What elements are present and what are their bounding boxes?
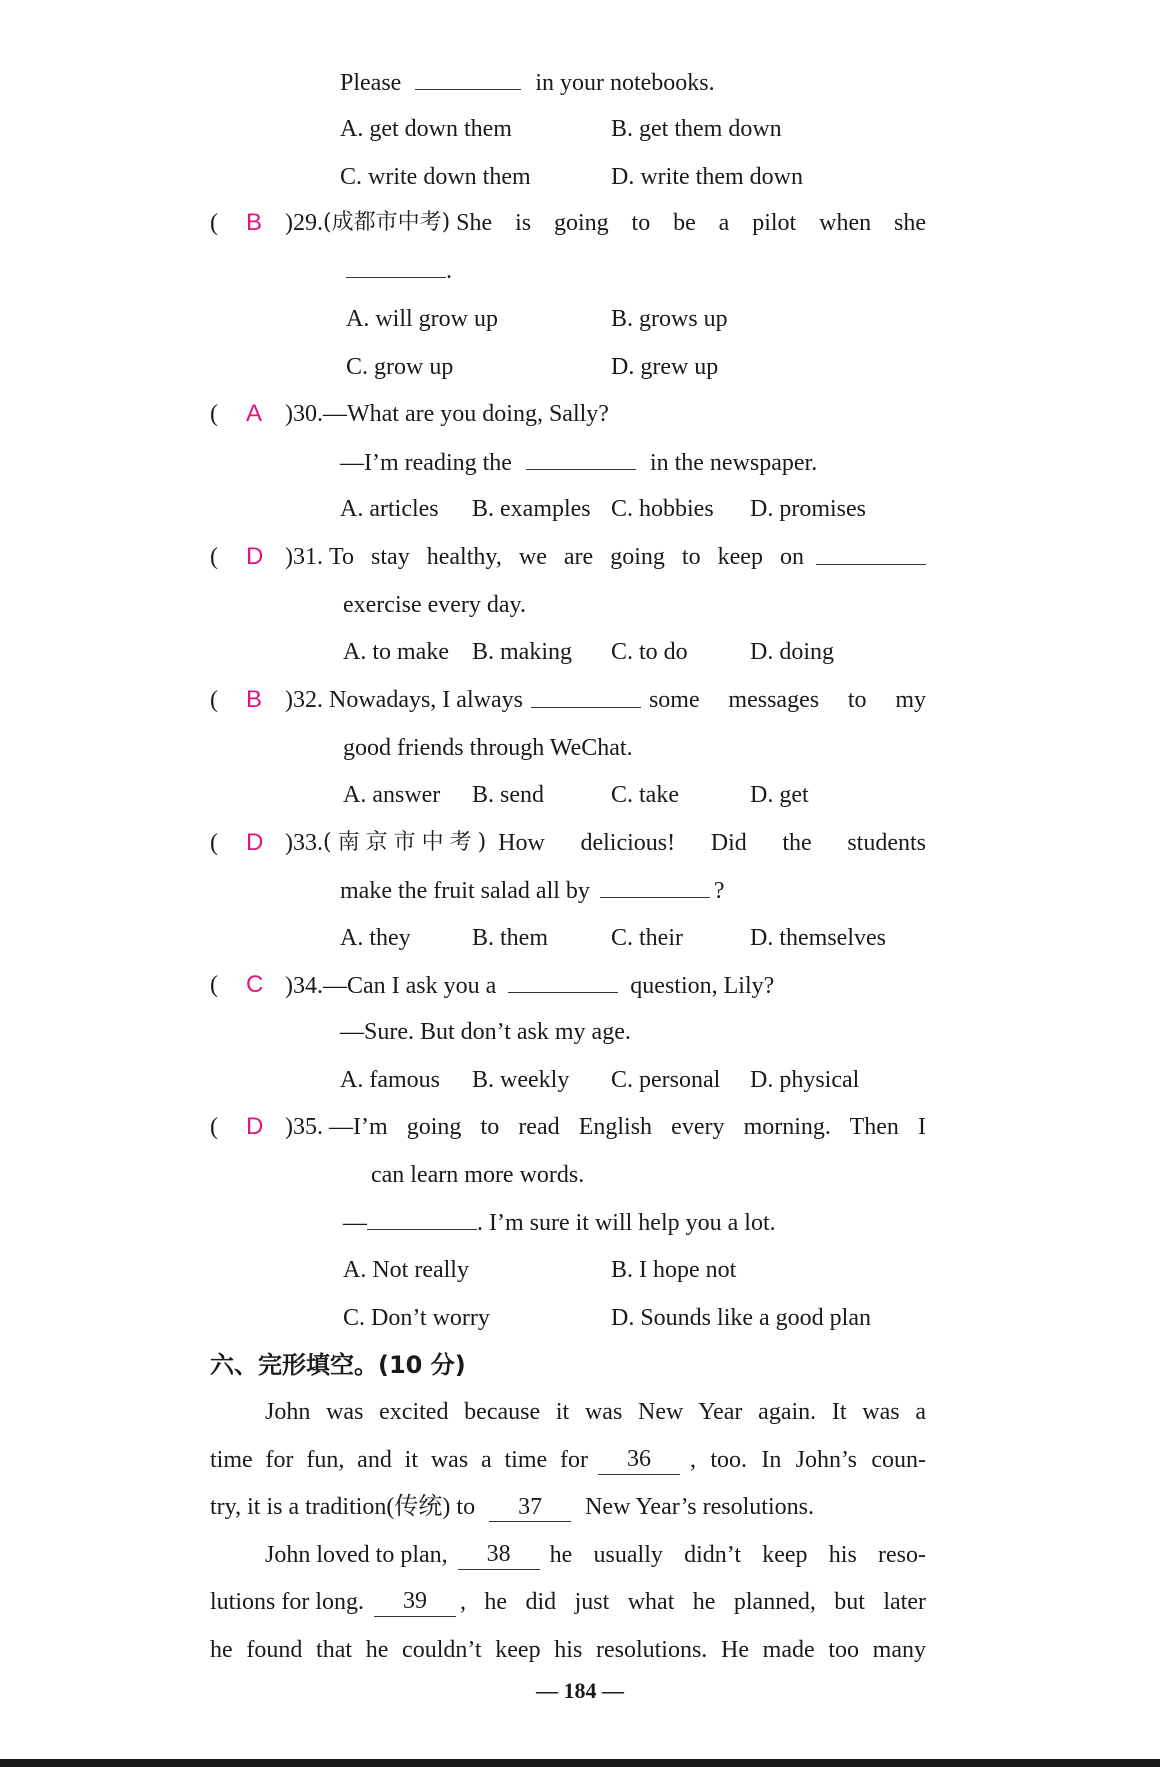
q34-stem: )34.—Can I ask you a question, Lily? [285,970,774,1001]
q30-answer-bracket: ( A [210,400,263,427]
q34-option-b: B. weekly [472,1067,570,1093]
q28-option-a: A. get down them [340,116,512,142]
blank-39: 39 [374,1587,456,1617]
q31-stem-continued: exercise every day. [343,592,526,618]
q29-stem: )29. (成都市中考) She is going to be a pilot when she [285,210,926,236]
q33-answer-bracket: ( D [210,829,264,856]
q31-blank [816,542,926,565]
q30-option-c: C. hobbies [611,496,714,522]
q34-answer-bracket: ( C [210,971,264,998]
q34-blank [508,970,618,993]
q35-stem-continued: can learn more words. [371,1162,585,1188]
q28-option-b: B. get them down [611,116,782,142]
q28-option-c: C. write down them [340,164,531,190]
q33-stem: )33. (南京市中考) How delicious! Did the students [285,830,926,856]
q30-blank [526,447,636,470]
q33-blank [600,875,710,898]
q30-answer: A [246,400,263,427]
page-number: — 184 — [536,1678,624,1703]
q29-answer: B [246,209,263,236]
q30-stem-reply: —I’m reading the in the newspaper. [340,447,817,478]
q30-stem: )30.—What are you doing, Sally? [285,401,609,427]
q35-answer: D [246,1113,264,1140]
q35-option-d: D. Sounds like a good plan [611,1305,871,1331]
q34-option-d: D. physical [750,1067,860,1093]
q29-answer-bracket: ( B [210,209,263,236]
q33-option-b: B. them [472,925,548,951]
q32-blank [531,685,641,708]
q31-stem: )31. To stay healthy, we are going to keep on [285,542,926,572]
passage-line-3: try, it is a tradition(传统) to 37 New Year’s resolutions. [210,1494,814,1520]
q32-option-b: B. send [472,782,544,808]
q30-option-a: A. articles [340,496,439,522]
q30-option-d: D. promises [750,496,866,522]
blank-36: 36 [598,1445,680,1475]
section-heading: 六、完形填空。(10 分) [210,1351,466,1379]
q34-option-a: A. famous [340,1067,440,1093]
q32-option-c: C. take [611,782,679,808]
passage-line-2: time for fun, and it was a time for 36 , too. In John’s coun- [210,1446,926,1473]
q28-option-d: D. write them down [611,164,803,190]
q28-stem: Please in your notebooks. [340,67,715,98]
q29-stem-continued: . [346,255,452,286]
q31-answer-bracket: ( D [210,543,264,570]
passage-line-4: John loved to plan, 38 he usually didn’t keep his reso- [265,1541,926,1568]
q34-option-c: C. personal [611,1067,721,1093]
q32-answer-bracket: ( B [210,686,263,713]
q29-option-a: A. will grow up [346,306,498,332]
q35-blank [367,1207,477,1230]
q32-answer: B [246,686,263,713]
q35-stem-reply: — . I’m sure it will help you a lot. [343,1207,776,1238]
q35-option-b: B. I hope not [611,1257,737,1283]
q31-answer: D [246,543,264,570]
q33-option-d: D. themselves [750,925,886,951]
q33-option-a: A. they [340,925,411,951]
q31-option-d: D. doing [750,639,834,665]
passage-line-5: lutions for long. 39 , he did just what he planned, but later [210,1588,926,1615]
q32-stem-continued: good friends through WeChat. [343,735,633,761]
q29-option-d: D. grew up [611,354,719,380]
q35-option-c: C. Don’t worry [343,1305,490,1331]
blank-38: 38 [458,1540,540,1570]
q31-option-a: A. to make [343,639,449,665]
passage-line-6: he found that he couldn’t keep his resolutions. He made too many [210,1637,926,1663]
q34-stem-reply: —Sure. But don’t ask my age. [340,1019,631,1045]
q32-stem: )32. Nowadays, I always some messages to my [285,687,926,713]
blank-37: 37 [489,1493,571,1522]
q35-stem: )35. —I’m going to read English every morning. Then I [285,1114,926,1140]
q30-option-b: B. examples [472,496,591,522]
q32-option-a: A. answer [343,782,441,808]
bottom-bar [0,1759,1160,1767]
q31-option-c: C. to do [611,639,688,665]
q29-option-c: C. grow up [346,354,454,380]
q28-blank [415,67,521,90]
q35-answer-bracket: ( D [210,1113,264,1140]
q33-answer: D [246,829,264,856]
q31-option-b: B. making [472,639,572,665]
q29-option-b: B. grows up [611,306,728,332]
q33-option-c: C. their [611,925,683,951]
q34-answer: C [246,971,264,998]
q29-blank [346,255,446,278]
q33-stem-continued: make the fruit salad all by ? [340,875,725,906]
passage-line-1: John was excited because it was New Year again. It was a [265,1399,926,1425]
q35-option-a: A. Not really [343,1257,469,1283]
q32-option-d: D. get [750,782,809,808]
